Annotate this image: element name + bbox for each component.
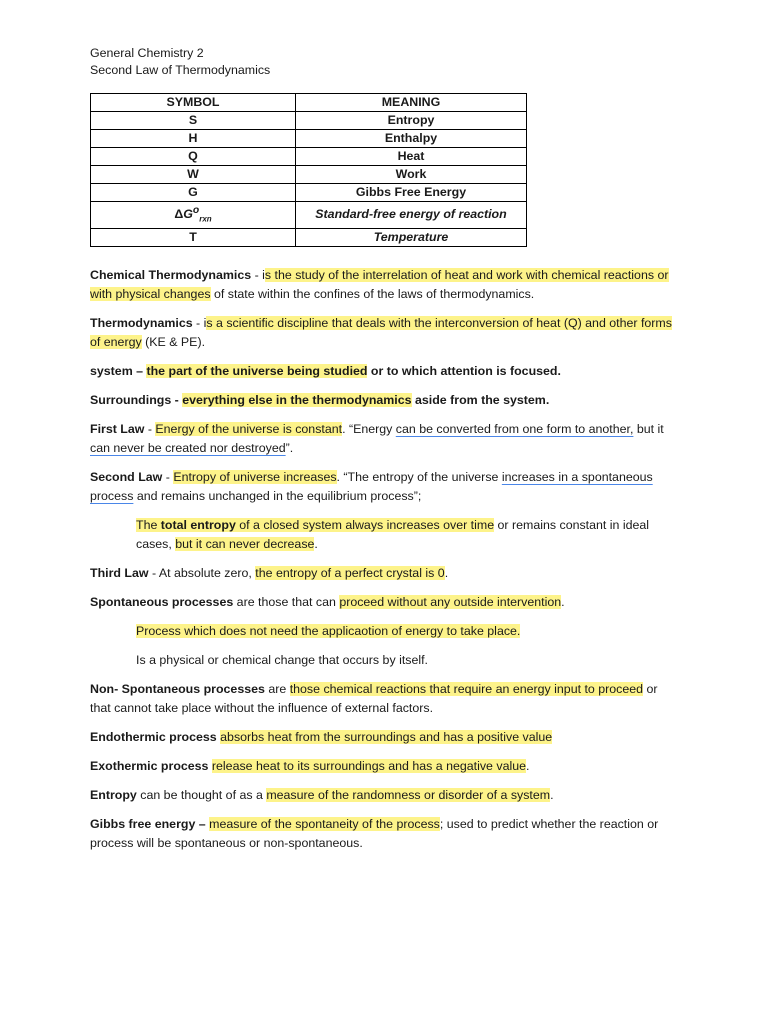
- term: Spontaneous processes: [90, 595, 234, 609]
- highlight: s the study of the interrelation of heat and work with chemical reactions or with physical changes: [90, 268, 669, 301]
- text: - At absolute zero,: [148, 566, 256, 580]
- text: . “The entropy of the universe: [336, 470, 502, 484]
- text: The: [136, 518, 161, 532]
- def-entropy: [90, 786, 680, 805]
- document-header: [90, 45, 270, 79]
- text: of state within the confines of the laws of thermodynamics.: [210, 287, 535, 301]
- text: . “Energy: [342, 422, 396, 436]
- meaning-cell: Standard-free energy of reaction: [296, 202, 527, 229]
- g-superscript: o: [192, 205, 200, 216]
- text: or that cannot take place without the influence of external factors.: [90, 682, 658, 715]
- term: Non- Spontaneous processes: [90, 682, 265, 696]
- highlight: Energy of the universe is constant: [155, 422, 343, 436]
- highlight: Process which does not need the applicaotion of energy to take place.: [136, 624, 521, 638]
- separator: - i: [192, 316, 207, 330]
- highlight: Entropy of universe increases: [173, 470, 337, 484]
- def-system: [90, 362, 680, 381]
- term: Entropy: [90, 788, 137, 802]
- term: Endothermic process: [90, 730, 217, 744]
- term: system –: [90, 364, 147, 378]
- table-row: [91, 148, 527, 166]
- text: ; used to predict whether the reaction or process will be spontaneous or non-spontaneous.: [90, 817, 659, 850]
- meaning-cell: Enthalpy: [296, 130, 527, 148]
- g-letter: G: [183, 207, 193, 222]
- text: or to which attention is focused.: [367, 364, 561, 378]
- def-exothermic: [90, 757, 680, 776]
- def-non-spontaneous: [90, 680, 680, 718]
- text: ”.: [285, 441, 294, 455]
- separator: -: [144, 422, 156, 436]
- text: aside from the system.: [411, 393, 550, 407]
- highlight: absorbs heat from the surroundings and has a positive value: [220, 730, 553, 744]
- meaning-cell: Entropy: [296, 112, 527, 130]
- meaning-cell: Heat: [296, 148, 527, 166]
- separator: - i: [251, 268, 265, 282]
- text: but it: [633, 422, 664, 436]
- text: .: [314, 537, 318, 551]
- meaning-cell: Gibbs Free Energy: [296, 184, 527, 202]
- text: or remains constant in ideal cases,: [136, 518, 650, 551]
- highlight: the entropy of a perfect crystal is 0: [255, 566, 445, 580]
- highlight: measure of the randomness or disorder of a system: [266, 788, 551, 802]
- term: Second Law: [90, 470, 163, 484]
- highlight: everything else in the thermodynamics: [182, 393, 412, 407]
- def-third-law: [90, 564, 680, 583]
- underlined-text: increases in a spontaneous process: [90, 470, 653, 503]
- term: Third Law: [90, 566, 149, 580]
- term: Exothermic process: [90, 759, 209, 773]
- text: and remains unchanged in the equilibrium process”;: [133, 489, 422, 503]
- highlight: but it can never decrease: [175, 537, 315, 551]
- text: are those that can: [233, 595, 340, 609]
- highlight: those chemical reactions that require an energy input to proceed: [289, 682, 644, 696]
- def-surroundings: [90, 391, 680, 410]
- separator: -: [162, 470, 174, 484]
- term: First Law: [90, 422, 145, 436]
- spontaneous-note-1: [90, 622, 680, 641]
- table-header-meaning: MEANING: [296, 94, 527, 112]
- course-title: General Chemistry 2: [90, 46, 204, 60]
- def-gibbs-free-energy: [90, 815, 680, 853]
- def-spontaneous: [90, 593, 680, 612]
- delta-symbol: Δ: [174, 207, 184, 222]
- table-row: [91, 202, 527, 229]
- second-law-note: [90, 516, 680, 554]
- term: Thermodynamics: [90, 316, 193, 330]
- text: .: [550, 788, 554, 802]
- text: (KE & PE).: [141, 335, 206, 349]
- underlined-text: can be converted from one form to another,: [395, 422, 634, 436]
- text: .: [444, 566, 449, 580]
- g-symbol: [183, 205, 212, 224]
- symbol-cell-delta-g: [91, 202, 296, 229]
- highlight: the part of the universe being studied: [146, 364, 368, 378]
- text: of a closed system always increases over time: [235, 518, 495, 532]
- def-thermodynamics: [90, 314, 680, 352]
- highlight: release heat to its surroundings and has a negative value: [211, 759, 527, 773]
- term: Gibbs free energy –: [90, 817, 210, 831]
- symbol-cell: S: [91, 112, 296, 130]
- table-header-symbol: SYMBOL: [91, 94, 296, 112]
- table-row: [91, 184, 527, 202]
- symbol-cell: T: [91, 228, 296, 246]
- symbol-table: [90, 93, 527, 247]
- symbol-cell: H: [91, 130, 296, 148]
- table-row: [91, 228, 527, 246]
- highlight: measure of the spontaneity of the process: [209, 817, 440, 831]
- def-first-law: [90, 420, 680, 458]
- highlight: proceed without any outside intervention: [339, 595, 562, 609]
- table-row: [91, 130, 527, 148]
- g-subscript: rxn: [199, 214, 212, 224]
- term: Surroundings -: [90, 393, 183, 407]
- text: can be thought of as a: [136, 788, 267, 802]
- def-second-law: [90, 468, 680, 506]
- term: Chemical Thermodynamics: [90, 268, 252, 282]
- highlight: [136, 518, 494, 532]
- text: .: [526, 759, 530, 773]
- table-header-row: [91, 94, 527, 112]
- def-endothermic: [90, 728, 680, 747]
- text: .: [561, 595, 565, 609]
- symbol-cell: W: [91, 166, 296, 184]
- table-row: [91, 112, 527, 130]
- table-row: [91, 166, 527, 184]
- meaning-cell: Temperature: [296, 228, 527, 246]
- spontaneous-note-2: Is a physical or chemical change that occurs by itself.: [136, 653, 429, 667]
- definitions: [90, 266, 680, 863]
- symbol-cell: G: [91, 184, 296, 202]
- bold-term: total entropy: [160, 518, 236, 532]
- meaning-cell: Work: [296, 166, 527, 184]
- text: are: [264, 682, 290, 696]
- symbol-cell: Q: [91, 148, 296, 166]
- def-chemical-thermodynamics: [90, 266, 680, 304]
- topic-title: Second Law of Thermodynamics: [90, 63, 271, 77]
- underlined-text: can never be created nor destroyed: [90, 441, 286, 455]
- highlight: s a scientific discipline that deals with the interconversion of heat (Q) and other forms of energy: [90, 316, 672, 349]
